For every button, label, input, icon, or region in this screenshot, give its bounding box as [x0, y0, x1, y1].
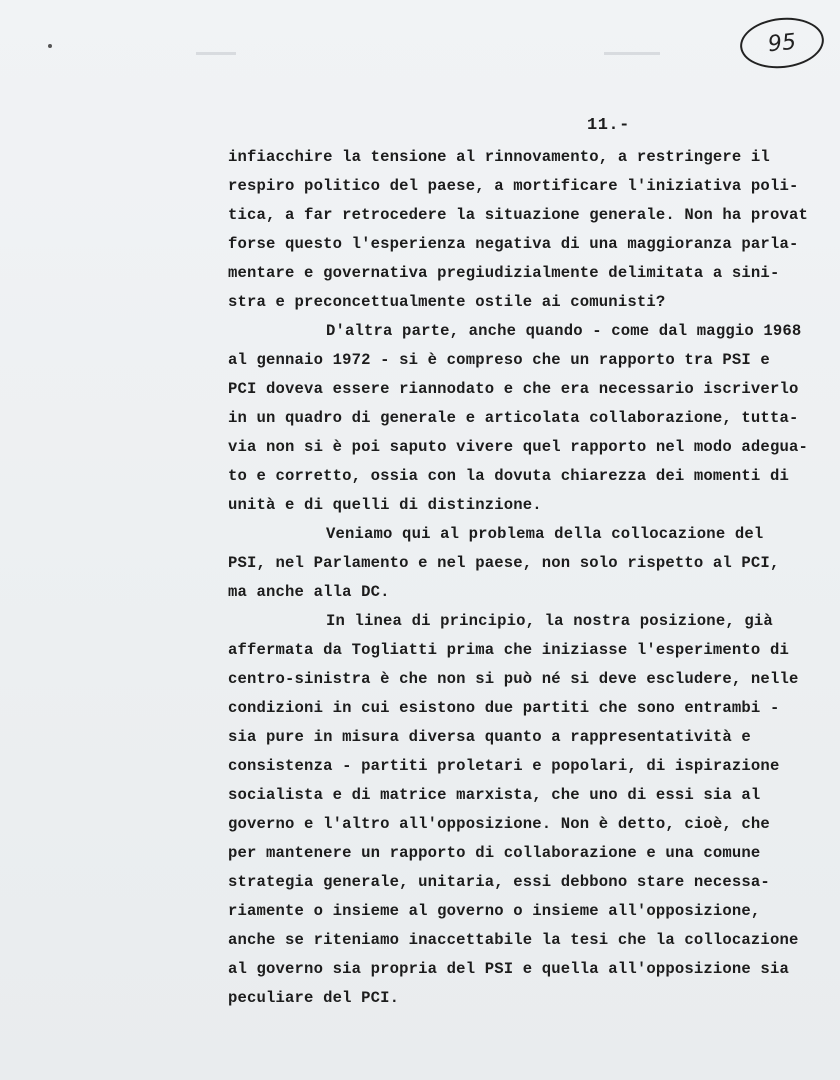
text-line: In linea di principio, la nostra posizione, già	[326, 612, 773, 630]
text-line: mentare e governativa pregiudizialmente delimitata a sini-	[228, 264, 780, 282]
speck-mark	[48, 44, 52, 48]
text-line: tica, a far retrocedere la situazione generale. Non ha provat	[228, 206, 808, 224]
text-line: PSI, nel Parlamento e nel paese, non solo rispetto al PCI,	[228, 554, 780, 572]
text-line: per mantenere un rapporto di collaborazione e una comune	[228, 844, 761, 862]
text-line: forse questo l'esperienza negativa di una maggioranza parla-	[228, 235, 799, 253]
text-line: unità e di quelli di distinzione.	[228, 496, 542, 514]
archive-page-stamp-number: 95	[766, 29, 798, 57]
text-line: anche se riteniamo inaccettabile la tesi che la collocazione	[228, 931, 799, 949]
text-line: socialista e di matrice marxista, che uno di essi sia al	[228, 786, 761, 804]
text-line: ma anche alla DC.	[228, 583, 390, 601]
text-line: strategia generale, unitaria, essi debbono stare necessa-	[228, 873, 770, 891]
text-line: peculiare del PCI.	[228, 989, 400, 1007]
text-line: centro-sinistra è che non si può né si deve escludere, nelle	[228, 670, 799, 688]
text-line: stra e preconcettualmente ostile ai comunisti?	[228, 293, 666, 311]
text-line: condizioni in cui esistono due partiti che sono entrambi -	[228, 699, 780, 717]
text-line: respiro politico del paese, a mortificare l'iniziativa poli-	[228, 177, 799, 195]
faint-header-mark-left	[196, 52, 236, 55]
text-line: governo e l'altro all'opposizione. Non è detto, cioè, che	[228, 815, 770, 833]
text-line: infiacchire la tensione al rinnovamento, a restringere il	[228, 148, 770, 166]
text-line: sia pure in misura diversa quanto a rappresentatività e	[228, 728, 751, 746]
text-line: Veniamo qui al problema della collocazione del	[326, 525, 764, 543]
text-line: in un quadro di generale e articolata collaborazione, tutta-	[228, 409, 799, 427]
text-line: riamente o insieme al governo o insieme all'opposizione,	[228, 902, 761, 920]
faint-header-mark-right	[604, 52, 660, 55]
text-line: to e corretto, ossia con la dovuta chiarezza dei momenti di	[228, 467, 789, 485]
page-number: 11.-	[587, 116, 630, 135]
archive-page-stamp	[738, 14, 827, 73]
text-line: PCI doveva essere riannodato e che era necessario iscriverlo	[228, 380, 799, 398]
text-line: via non si è poi saputo vivere quel rapporto nel modo adegua-	[228, 438, 808, 456]
text-line: al governo sia propria del PSI e quella all'opposizione sia	[228, 960, 789, 978]
typed-text-body	[228, 143, 828, 1013]
text-line: al gennaio 1972 - si è compreso che un rapporto tra PSI e	[228, 351, 770, 369]
text-line: D'altra parte, anche quando - come dal maggio 1968	[326, 322, 802, 340]
text-line: consistenza - partiti proletari e popolari, di ispirazione	[228, 757, 780, 775]
text-line: affermata da Togliatti prima che iniziasse l'esperimento di	[228, 641, 789, 659]
